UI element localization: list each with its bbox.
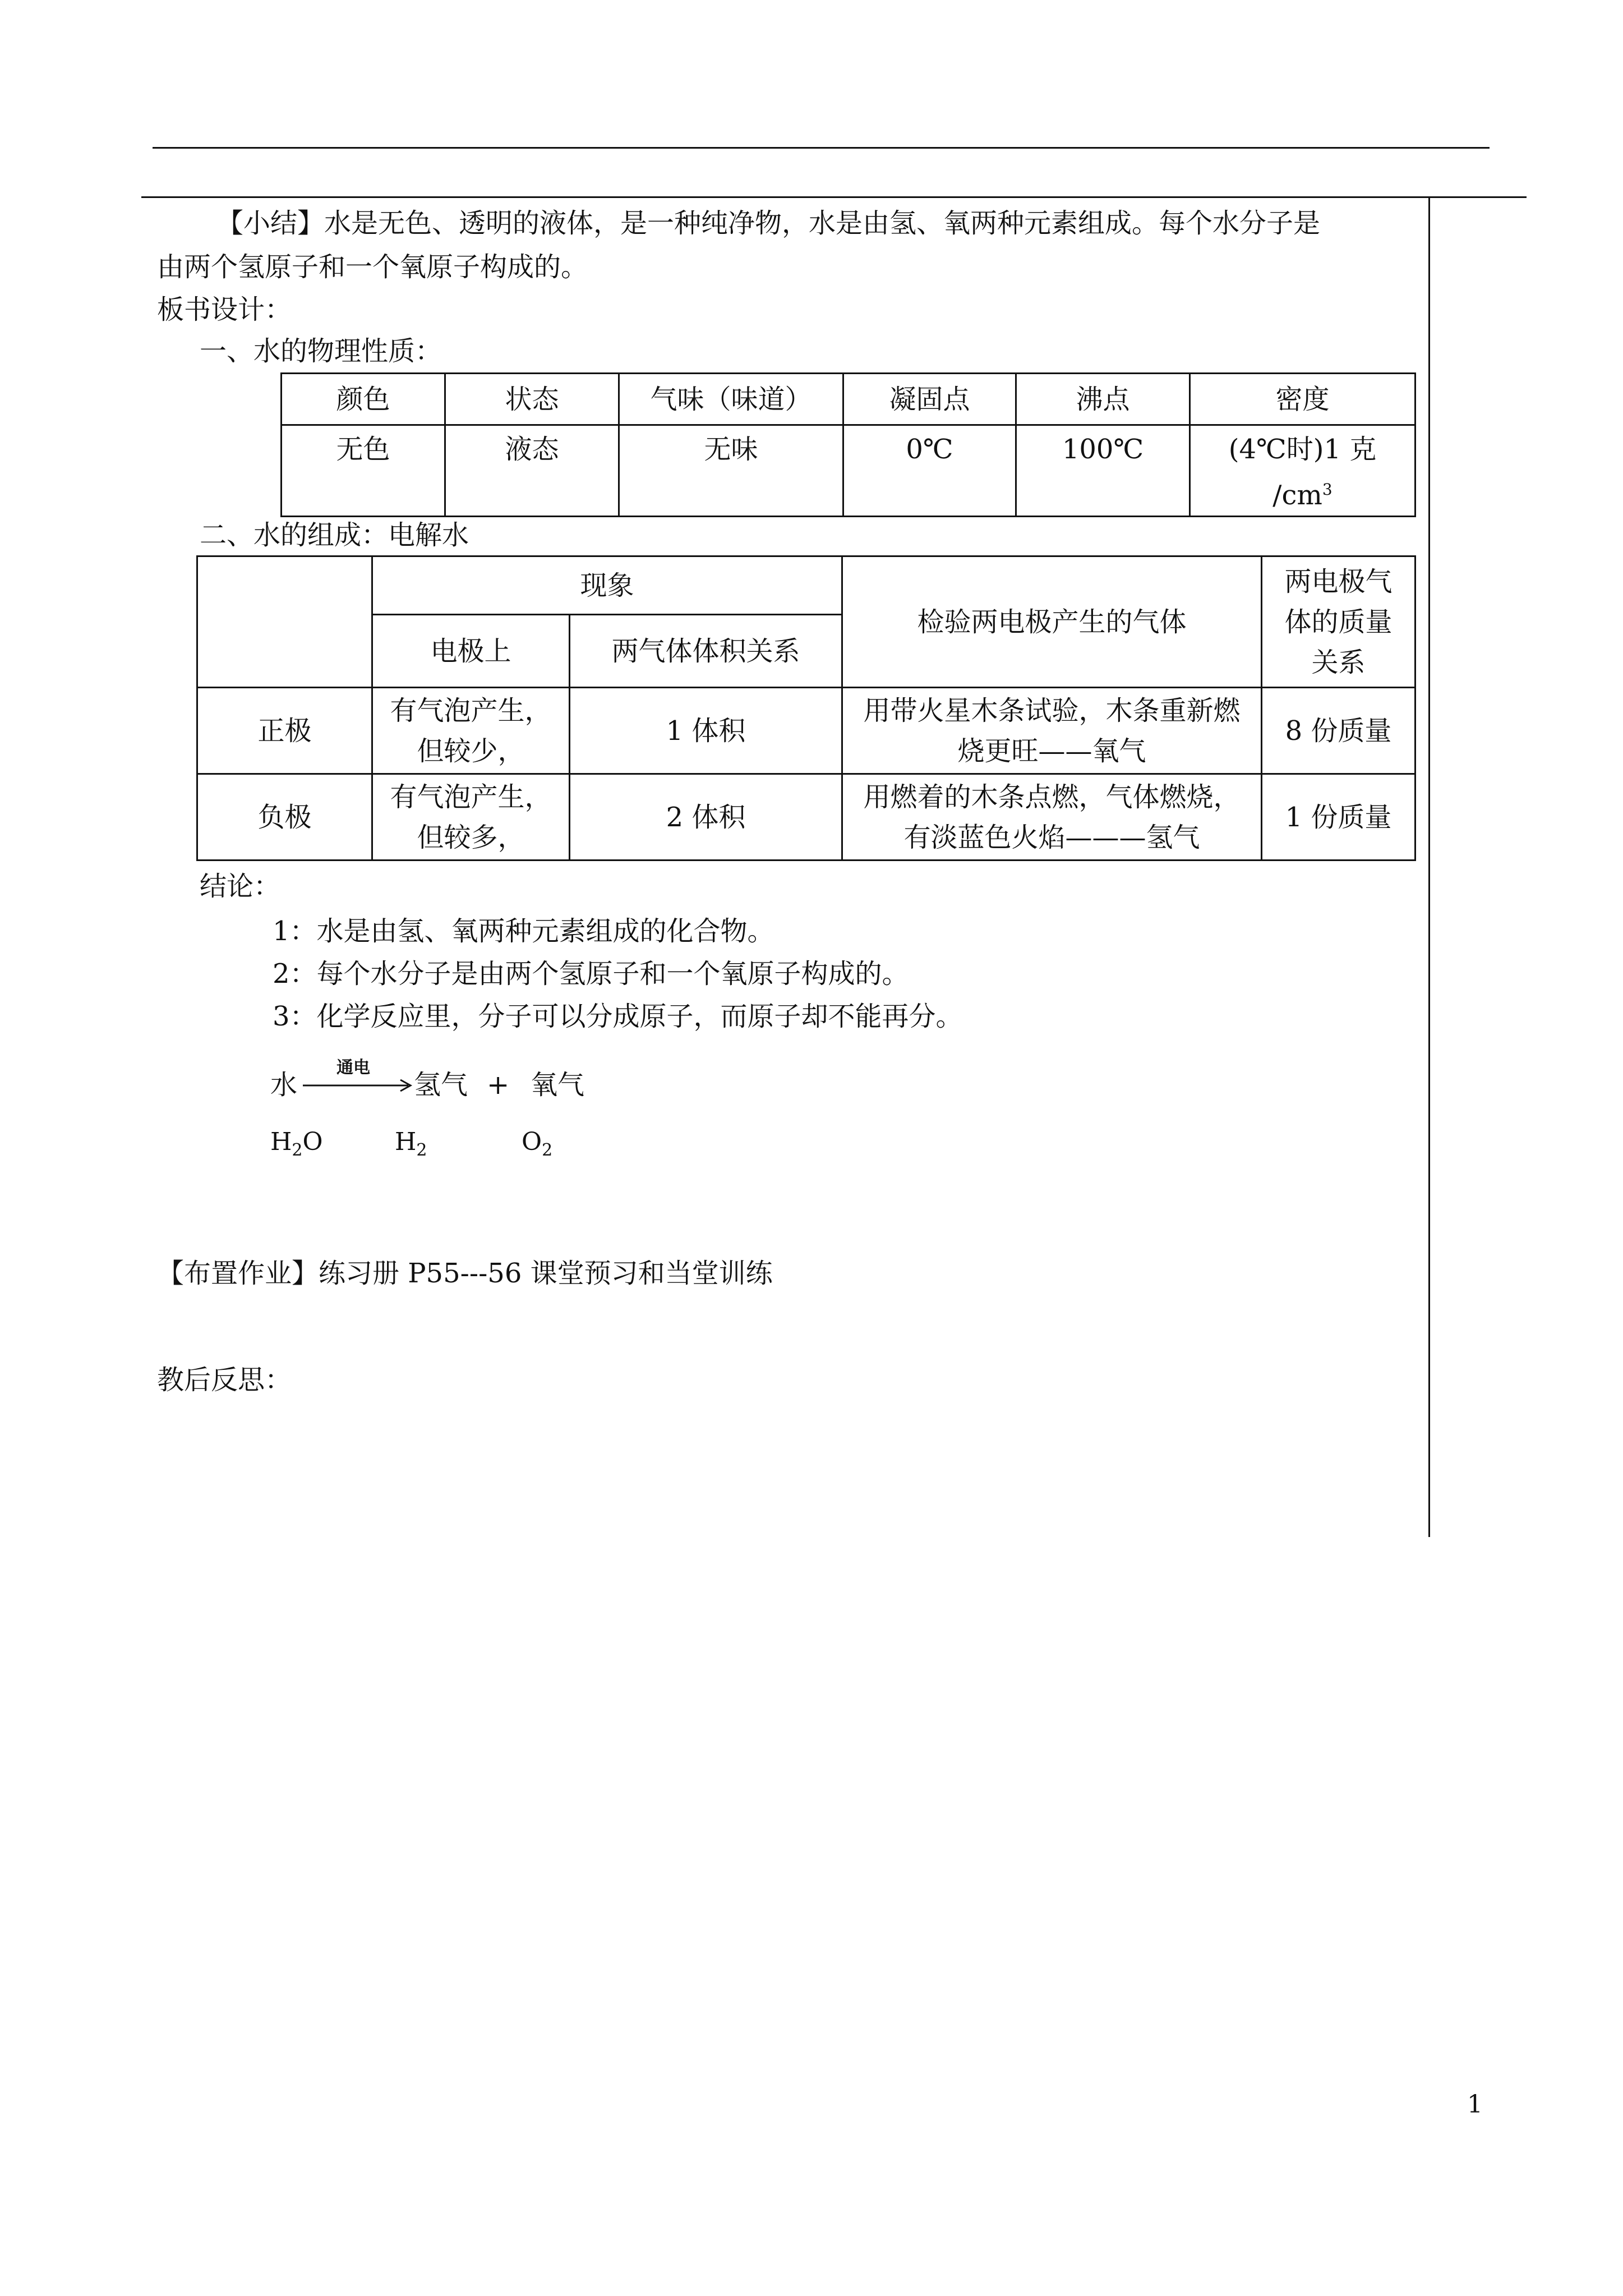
conclusion-label: 结论： [200,871,281,902]
positive-observation-line-2: 但较少， [417,735,525,767]
density-line-1: (4℃时)1 克 [1228,434,1377,465]
value-freezing-point: 0℃ [843,425,1016,517]
positive-test [842,688,1262,774]
page-number: 1 [1467,2090,1483,2119]
test-gas-header: 检验两电极产生的气体 [842,556,1262,688]
reflection-label: 教后反思： [157,1364,292,1396]
positive-observation [372,688,570,774]
value-density [1190,425,1415,517]
equation-reactant: 水 [270,1069,298,1101]
formula-oxygen [522,1120,552,1173]
properties-value-row [282,425,1415,517]
positive-mass: 8 份质量 [1262,688,1415,774]
electrode-on-header: 电极上 [372,615,570,688]
phenomenon-header: 现象 [372,556,842,615]
value-boiling-point: 100℃ [1016,425,1190,517]
positive-test-line-2: 烧更旺——氧气 [957,735,1146,767]
formula-water [270,1120,323,1173]
mass-header-line-2: 体的质量 [1284,606,1393,638]
formula-oxygen-sub: 2 [542,1140,553,1160]
density-line-2 [1196,470,1409,516]
density-unit-exponent: 3 [1322,480,1332,499]
properties-header-row [282,374,1415,425]
section2-title: 二、水的组成：电解水 [200,519,469,551]
negative-test [842,774,1262,861]
equation-product-1: 氢气 [414,1069,468,1101]
header-odor: 气味（味道） [619,374,843,425]
negative-volume: 2 体积 [570,774,842,861]
positive-test-line-1: 用带火星木条试验，木条重新燃 [863,694,1241,726]
positive-electrode-row [197,688,1415,774]
conclusion-item-2: 2：每个水分子是由两个氢原子和一个氧原子构成的。 [273,958,909,990]
header-rule [153,147,1490,149]
formula-oxygen-o: O [522,1128,542,1156]
value-state: 液态 [445,425,619,517]
formula-water-o: O [302,1128,323,1156]
homework-line: 【布置作业】练习册 P55---56 课堂预习和当堂训练 [157,1258,773,1289]
electrolysis-header-row-1 [197,556,1415,615]
formula-hydrogen [395,1120,427,1173]
negative-observation-line-2: 但较多， [417,821,525,853]
summary-line-1: 【小结】水是无色、透明的液体，是一种纯净物，水是由氢、氧两种元素组成。每个水分子是 [216,208,1321,239]
header-freezing-point: 凝固点 [843,374,1016,425]
reaction-arrow-icon [302,1077,414,1094]
mass-header-line-1: 两电极气 [1284,565,1393,597]
formula-hydrogen-h: H [395,1128,417,1156]
equation-product-2: 氧气 [531,1069,585,1101]
header-state: 状态 [445,374,619,425]
section1-title: 一、水的物理性质： [200,335,442,367]
negative-electrode-row [197,774,1415,861]
header-color: 颜色 [282,374,445,425]
negative-test-line-1: 用燃着的木条点燃，气体燃烧， [863,781,1241,813]
formula-water-h: H [270,1128,292,1156]
volume-relation-header: 两气体体积关系 [570,615,842,688]
negative-electrode-label: 负极 [197,774,372,861]
density-unit: /cm [1272,480,1322,511]
equation-condition: 通电 [336,1058,370,1078]
header-density: 密度 [1190,374,1415,425]
value-odor: 无味 [619,425,843,517]
negative-test-line-2: 有淡蓝色火焰———氢气 [903,821,1200,853]
formula-water-sub: 2 [292,1140,303,1160]
summary-line-2: 由两个氢原子和一个氧原子构成的。 [157,251,588,283]
positive-electrode-label: 正极 [197,688,372,774]
electrolysis-table [196,555,1416,861]
mass-relation-header [1262,556,1415,688]
header-boiling-point: 沸点 [1016,374,1190,425]
mass-header-line-3: 关系 [1311,646,1366,678]
board-design-label: 板书设计： [157,294,292,325]
physical-properties-table [280,372,1416,517]
positive-observation-line-1: 有气泡产生， [390,694,552,726]
conclusion-item-1: 1：水是由氢、氧两种元素组成的化合物。 [273,915,774,947]
empty-corner-cell [197,556,372,688]
positive-volume: 1 体积 [570,688,842,774]
equation-plus: + [487,1069,510,1101]
conclusion-item-3: 3：化学反应里，分子可以分成原子，而原子却不能再分。 [273,1001,963,1032]
frame-right-rule [1428,196,1430,1537]
negative-observation [372,774,570,861]
negative-mass: 1 份质量 [1262,774,1415,861]
value-color: 无色 [282,425,445,517]
negative-observation-line-1: 有气泡产生， [390,781,552,813]
frame-top-rule [141,196,1527,198]
formula-hydrogen-sub: 2 [416,1140,427,1160]
